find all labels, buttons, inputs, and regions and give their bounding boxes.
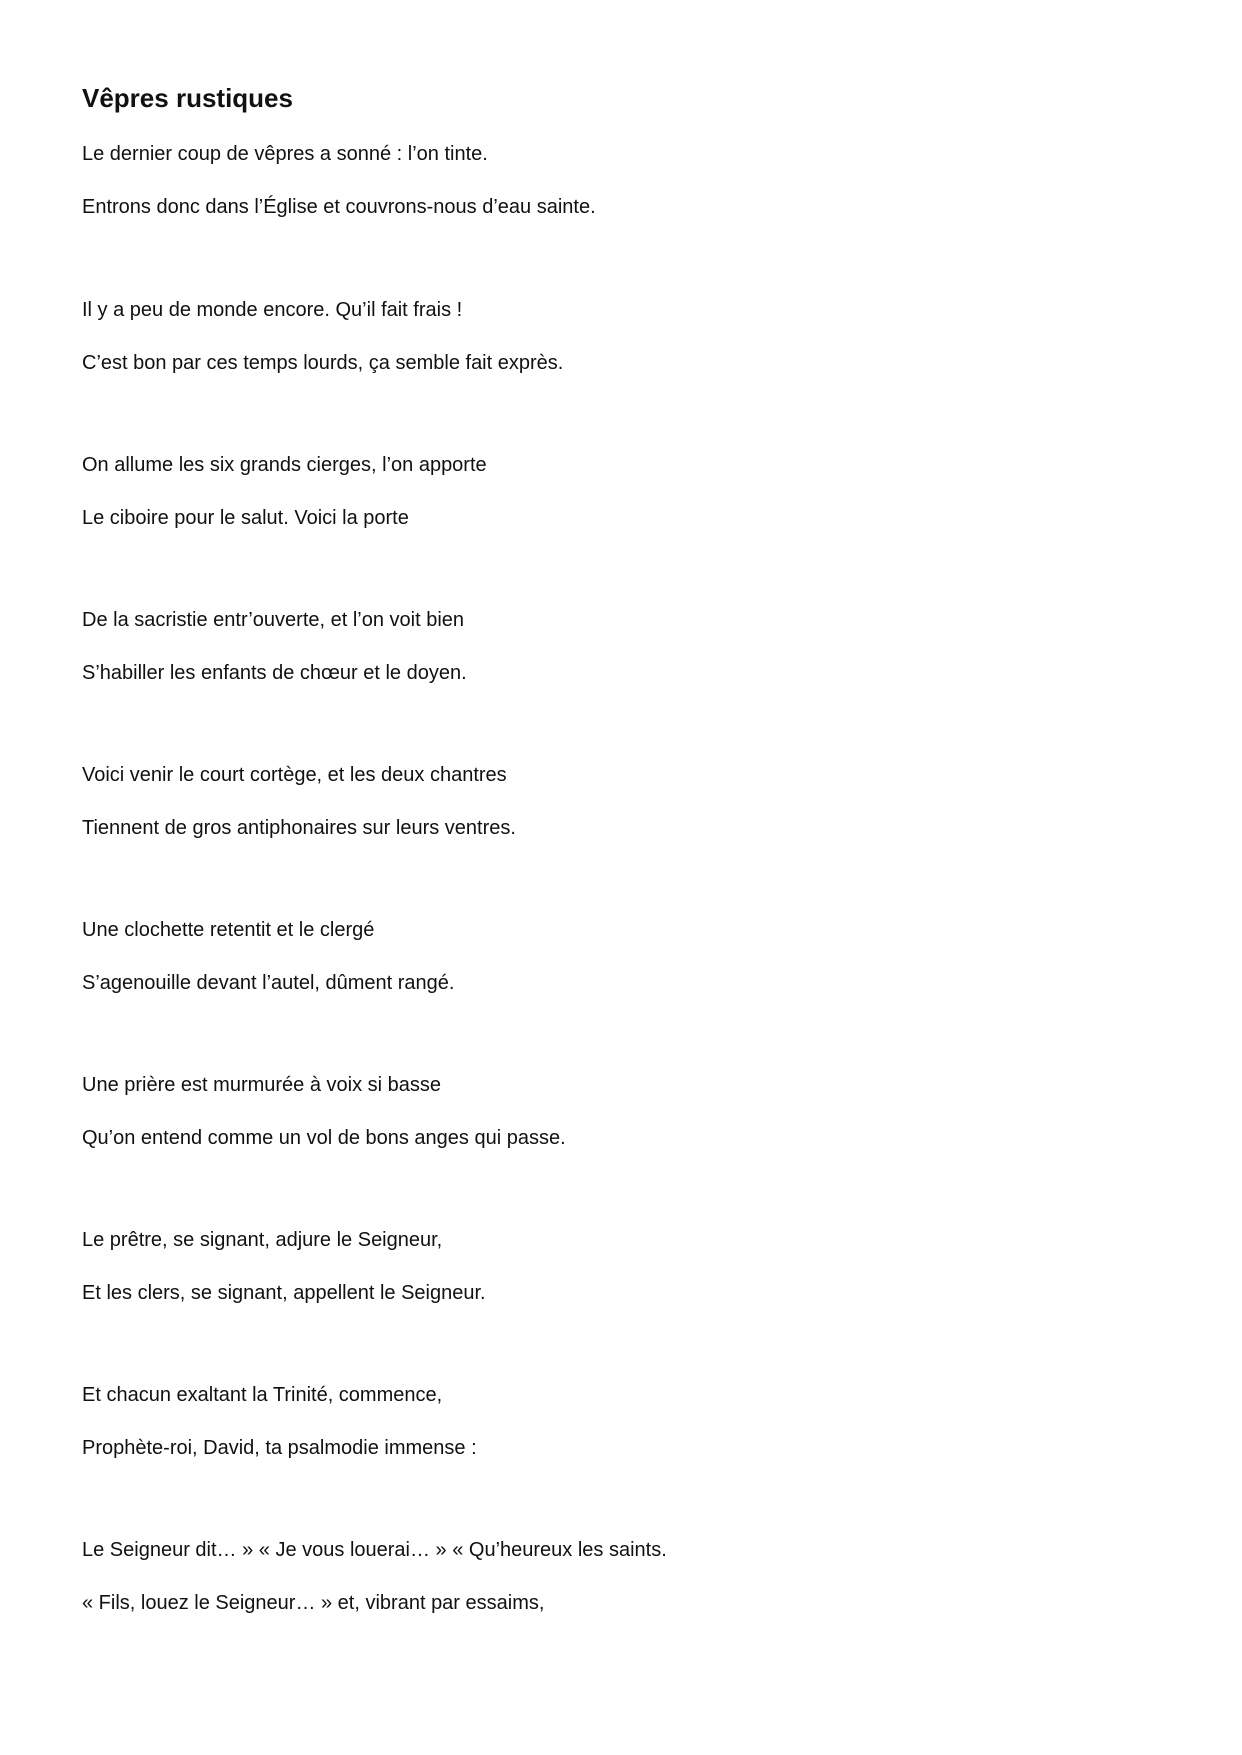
poem-line: Le dernier coup de vêpres a sonné : l’on tinte.	[82, 143, 488, 165]
poem-line: Prophète-roi, David, ta psalmodie immense :	[82, 1437, 477, 1459]
poem-line: C’est bon par ces temps lourds, ça semble fait exprès.	[82, 352, 564, 374]
poem-line: Tiennent de gros antiphonaires sur leurs ventres.	[82, 817, 516, 839]
poem-title: Vêpres rustiques	[82, 83, 293, 113]
poem-line: S’agenouille devant l’autel, dûment rangé.	[82, 972, 455, 994]
poem-line: On allume les six grands cierges, l’on apporte	[82, 454, 487, 476]
poem-line: Voici venir le court cortège, et les deux chantres	[82, 764, 507, 786]
poem-line: Une prière est murmurée à voix si basse	[82, 1074, 442, 1096]
poem-line: Et les clers, se signant, appellent le Seigneur.	[82, 1282, 486, 1304]
poem-line: Et chacun exaltant la Trinité, commence,	[82, 1384, 443, 1406]
poem-line: Le ciboire pour le salut. Voici la porte	[82, 507, 409, 529]
poem-line: Une clochette retentit et le clergé	[82, 919, 375, 941]
poem-line: Le prêtre, se signant, adjure le Seigneur,	[82, 1229, 443, 1251]
poem-line: Il y a peu de monde encore. Qu’il fait frais !	[82, 299, 463, 321]
poem-line: « Fils, louez le Seigneur… » et, vibrant par essaims,	[82, 1592, 545, 1614]
poem-line: Qu’on entend comme un vol de bons anges qui passe.	[82, 1127, 566, 1149]
poem-line: De la sacristie entr’ouverte, et l’on voit bien	[82, 609, 465, 631]
poem-line: S’habiller les enfants de chœur et le doyen.	[82, 662, 467, 684]
poem-line: Le Seigneur dit… » « Je vous louerai… » « Qu’heureux les saints.	[82, 1539, 667, 1561]
poem-line: Entrons donc dans l’Église et couvrons-nous d’eau sainte.	[82, 196, 596, 218]
